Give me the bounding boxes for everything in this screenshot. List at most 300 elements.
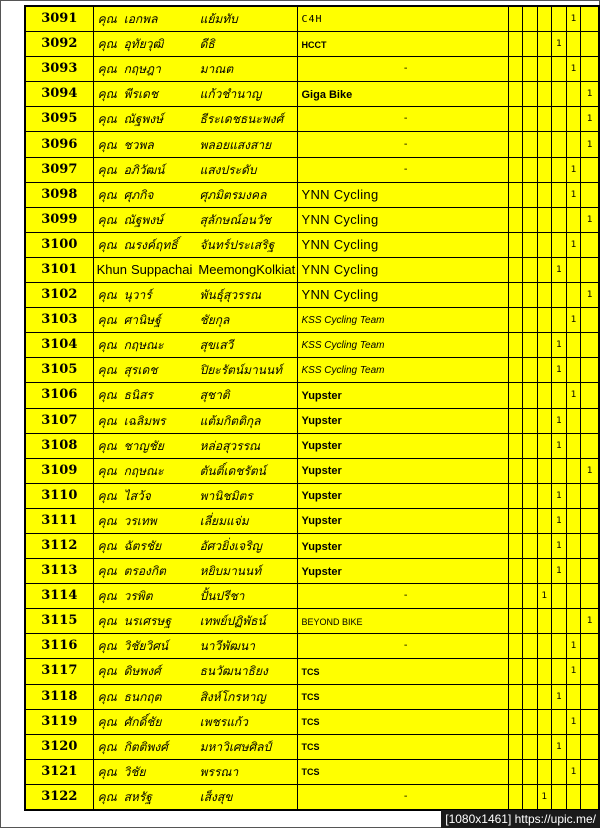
table-row	[25, 709, 599, 734]
name-prefix: คุณ	[97, 789, 117, 804]
category-mark	[581, 634, 599, 659]
rider-name-cell	[93, 408, 298, 433]
last-name: เทพย์ปฏิพัธน์	[199, 614, 266, 629]
category-mark	[523, 559, 537, 584]
name-prefix: คุณ	[97, 187, 117, 202]
category-mark	[508, 107, 522, 132]
category-mark	[523, 609, 537, 634]
name-prefix: คุณ	[97, 689, 117, 704]
table-row	[25, 533, 599, 558]
category-mark	[537, 734, 552, 759]
category-mark	[508, 584, 522, 609]
category-mark: 1	[566, 709, 581, 734]
category-mark	[581, 358, 599, 383]
category-mark	[552, 634, 567, 659]
name-prefix: คุณ	[97, 639, 117, 654]
rider-name-cell	[93, 308, 298, 333]
category-mark	[552, 232, 567, 257]
table-row	[25, 659, 599, 684]
category-mark	[508, 383, 522, 408]
bib-number: 3115	[25, 609, 93, 634]
category-mark	[523, 82, 537, 107]
bib-number: 3107	[25, 408, 93, 433]
category-mark	[566, 458, 581, 483]
table-row	[25, 308, 599, 333]
rider-name-cell	[93, 107, 298, 132]
team-name: -	[403, 640, 408, 652]
rider-name-cell	[93, 157, 298, 182]
category-mark	[508, 759, 522, 784]
name-prefix: Khun	[96, 261, 127, 277]
category-mark: 1	[552, 508, 567, 533]
name-prefix: คุณ	[97, 764, 117, 779]
last-name: สิงห์โกรหาญ	[199, 689, 266, 704]
table-row	[25, 734, 599, 759]
category-mark	[508, 784, 522, 810]
team-cell	[298, 32, 508, 57]
bib-number: 3093	[25, 57, 93, 82]
team-name: -	[403, 63, 408, 75]
table-row	[25, 283, 599, 308]
team-name: KSS Cycling Team	[301, 365, 385, 377]
team-cell	[298, 257, 508, 282]
category-mark: 1	[581, 207, 599, 232]
team-cell	[298, 333, 508, 358]
category-mark	[552, 784, 567, 810]
team-name: Yupster	[301, 389, 342, 402]
category-mark	[566, 433, 581, 458]
category-mark	[508, 257, 522, 282]
last-name: สุลักษณ์อนวัช	[199, 212, 271, 227]
category-mark	[523, 333, 537, 358]
first-name: ธนิสร	[123, 388, 153, 403]
name-prefix: คุณ	[97, 137, 117, 152]
last-name: มหาวิเศษศิลป์	[199, 739, 272, 754]
team-cell	[298, 483, 508, 508]
name-prefix: คุณ	[97, 12, 117, 27]
last-name: อัศวยิ่งเจริญ	[199, 539, 262, 554]
bib-number: 3108	[25, 433, 93, 458]
last-name: แต้มกิตติกุล	[199, 413, 261, 428]
team-name: YNN Cycling	[301, 211, 379, 227]
category-mark: 1	[552, 684, 567, 709]
last-name: แก้วชำนาญ	[199, 87, 262, 102]
first-name: ดิษพงศ์	[123, 664, 161, 679]
name-prefix: คุณ	[97, 438, 117, 453]
team-name: Yupster	[301, 465, 342, 478]
category-mark	[552, 308, 567, 333]
category-mark	[537, 308, 552, 333]
bib-number: 3117	[25, 659, 93, 684]
name-prefix: คุณ	[97, 488, 117, 503]
rider-name-cell	[93, 483, 298, 508]
category-mark	[508, 283, 522, 308]
category-mark	[537, 157, 552, 182]
category-mark	[552, 283, 567, 308]
table-row	[25, 32, 599, 57]
category-mark: 1	[566, 232, 581, 257]
name-prefix: คุณ	[97, 87, 117, 102]
category-mark: 1	[566, 759, 581, 784]
category-mark	[523, 308, 537, 333]
category-mark	[523, 709, 537, 734]
team-name: -	[403, 113, 408, 125]
category-mark	[523, 6, 537, 32]
team-cell	[298, 508, 508, 533]
category-mark	[552, 759, 567, 784]
name-prefix: คุณ	[97, 589, 117, 604]
category-mark	[552, 57, 567, 82]
team-name: Yupster	[301, 540, 342, 553]
bib-number: 3095	[25, 107, 93, 132]
category-mark	[508, 559, 522, 584]
category-mark: 1	[581, 132, 599, 157]
first-name: ตรองกิต	[123, 564, 166, 579]
category-mark	[537, 82, 552, 107]
name-prefix: คุณ	[97, 388, 117, 403]
first-name: นรเศรษฐ	[123, 614, 171, 629]
category-mark: 1	[581, 107, 599, 132]
bib-number: 3102	[25, 283, 93, 308]
category-mark	[552, 609, 567, 634]
team-name: TCS	[301, 692, 320, 703]
rider-name-cell	[93, 508, 298, 533]
category-mark	[566, 684, 581, 709]
name-prefix: คุณ	[97, 338, 117, 353]
participant-rows	[25, 6, 599, 810]
team-name: TCS	[301, 666, 320, 677]
bib-number: 3105	[25, 358, 93, 383]
category-mark	[508, 6, 522, 32]
rider-name-cell	[93, 57, 298, 82]
last-name: ตันติ์เดชรัตน์	[199, 463, 266, 478]
category-mark: 1	[552, 333, 567, 358]
first-name: กิตติพงศ์	[123, 739, 168, 754]
team-name: KSS Cycling Team	[301, 340, 385, 352]
category-mark	[581, 533, 599, 558]
category-mark	[523, 232, 537, 257]
category-mark: 1	[566, 57, 581, 82]
category-mark	[552, 6, 567, 32]
category-mark	[508, 684, 522, 709]
name-prefix: คุณ	[97, 162, 117, 177]
category-mark	[508, 483, 522, 508]
category-mark	[523, 483, 537, 508]
category-mark	[537, 333, 552, 358]
bib-number: 3098	[25, 182, 93, 207]
category-mark	[508, 182, 522, 207]
bib-number: 3101	[25, 257, 93, 282]
team-cell	[298, 734, 508, 759]
last-name: หยิบมานนท์	[199, 564, 262, 579]
bib-number: 3120	[25, 734, 93, 759]
category-mark	[537, 759, 552, 784]
category-mark	[508, 157, 522, 182]
category-mark	[566, 609, 581, 634]
category-mark: 1	[552, 559, 567, 584]
table-row	[25, 157, 599, 182]
category-mark	[581, 308, 599, 333]
team-name: YNN Cycling	[301, 287, 379, 303]
bib-number: 3112	[25, 533, 93, 558]
last-name: ธนวัฒนาธิยง	[199, 664, 268, 679]
category-mark	[508, 308, 522, 333]
rider-name-cell	[93, 207, 298, 232]
category-mark	[566, 508, 581, 533]
category-mark	[566, 533, 581, 558]
team-name: Yupster	[301, 440, 342, 453]
category-mark	[508, 709, 522, 734]
team-name: Yupster	[301, 565, 342, 578]
last-name: มาณต	[199, 62, 234, 77]
first-name: พีรเดช	[123, 87, 158, 102]
last-name: พันธุ์สุวรรณ	[199, 288, 262, 303]
rider-name-cell	[93, 232, 298, 257]
first-name: อภิวัฒน์	[123, 162, 165, 177]
team-name: Yupster	[301, 490, 342, 503]
team-name: Yupster	[301, 415, 342, 428]
last-name: MeemongKolkiat	[198, 261, 296, 277]
category-mark	[523, 784, 537, 810]
bib-number: 3118	[25, 684, 93, 709]
first-name: อุทัยวุฒิ	[123, 37, 164, 52]
category-mark	[566, 784, 581, 810]
first-name: ณัฐพงษ์	[123, 112, 164, 127]
team-cell	[298, 107, 508, 132]
category-mark	[566, 333, 581, 358]
rider-name-cell	[93, 684, 298, 709]
category-mark	[537, 232, 552, 257]
name-prefix: คุณ	[97, 463, 117, 478]
rider-name-cell	[93, 559, 298, 584]
first-name: ไสว้จ	[123, 488, 151, 503]
rider-name-cell	[93, 333, 298, 358]
category-mark	[508, 609, 522, 634]
category-mark	[537, 659, 552, 684]
team-cell	[298, 283, 508, 308]
rider-name-cell	[93, 634, 298, 659]
first-name: ฉัตรชัย	[123, 539, 162, 554]
name-prefix: คุณ	[97, 112, 117, 127]
first-name: กฤษฎา	[123, 62, 161, 77]
last-name: จันทร์ประเสริฐ	[199, 237, 275, 252]
bib-number: 3096	[25, 132, 93, 157]
category-mark	[537, 383, 552, 408]
table-row	[25, 6, 599, 32]
bib-number: 3111	[25, 508, 93, 533]
category-mark: 1	[566, 659, 581, 684]
category-mark	[537, 283, 552, 308]
category-mark	[537, 207, 552, 232]
category-mark	[537, 684, 552, 709]
team-name: Giga Bike	[301, 88, 353, 101]
category-mark	[581, 157, 599, 182]
bib-number: 3116	[25, 634, 93, 659]
rider-name-cell	[93, 584, 298, 609]
team-name: KSS Cycling Team	[301, 315, 385, 327]
name-prefix: คุณ	[97, 288, 117, 303]
category-mark: 1	[581, 609, 599, 634]
category-mark	[581, 57, 599, 82]
table-row	[25, 358, 599, 383]
category-mark: 1	[552, 32, 567, 57]
last-name: เส็งสุข	[199, 789, 233, 804]
rider-name-cell	[93, 458, 298, 483]
category-mark	[537, 358, 552, 383]
table-row	[25, 433, 599, 458]
first-name: ศักดิ์ชัย	[123, 714, 162, 729]
name-prefix: คุณ	[97, 413, 117, 428]
category-mark	[552, 584, 567, 609]
team-cell	[298, 634, 508, 659]
category-mark	[537, 57, 552, 82]
category-mark	[552, 157, 567, 182]
last-name: ชัยกุล	[199, 313, 230, 328]
category-mark	[523, 684, 537, 709]
first-name: สุรเดช	[123, 363, 158, 378]
last-name: เลี่ยมแจ่ม	[199, 513, 249, 528]
rider-name-cell	[93, 609, 298, 634]
category-mark	[508, 333, 522, 358]
category-mark	[508, 82, 522, 107]
category-mark	[523, 383, 537, 408]
bib-number: 3092	[25, 32, 93, 57]
category-mark	[581, 508, 599, 533]
last-name: ศุภมิตรมงคล	[199, 187, 267, 202]
rider-name-cell	[93, 358, 298, 383]
category-mark	[552, 709, 567, 734]
first-name: วิชัยวิศน์	[123, 639, 169, 654]
last-name: หล่อสุวรรณ	[199, 438, 261, 453]
category-mark	[537, 408, 552, 433]
category-mark	[508, 659, 522, 684]
category-mark	[508, 232, 522, 257]
last-name: สุขเสวี	[199, 338, 234, 353]
team-cell	[298, 759, 508, 784]
team-name: TCS	[301, 717, 320, 728]
rider-name-cell	[93, 82, 298, 107]
category-mark: 1	[552, 433, 567, 458]
category-mark	[552, 107, 567, 132]
category-mark	[552, 458, 567, 483]
category-mark	[523, 734, 537, 759]
team-cell	[298, 709, 508, 734]
last-name: สุชาติ	[199, 388, 230, 403]
table-row	[25, 182, 599, 207]
last-name: แย้มทับ	[199, 12, 238, 27]
rider-name-cell	[93, 734, 298, 759]
category-mark: 1	[552, 358, 567, 383]
bib-number: 3121	[25, 759, 93, 784]
first-name: ศุภกิจ	[123, 187, 154, 202]
table-row	[25, 584, 599, 609]
rider-name-cell	[93, 709, 298, 734]
team-cell	[298, 132, 508, 157]
category-mark	[537, 32, 552, 57]
category-mark	[537, 433, 552, 458]
category-mark: 1	[566, 634, 581, 659]
category-mark	[537, 257, 552, 282]
last-name: แสงประดับ	[199, 162, 257, 177]
category-mark	[537, 458, 552, 483]
team-cell	[298, 157, 508, 182]
bib-number: 3094	[25, 82, 93, 107]
category-mark	[523, 257, 537, 282]
category-mark: 1	[581, 458, 599, 483]
last-name: ปั้นปรีชา	[199, 589, 245, 604]
category-mark	[523, 433, 537, 458]
name-prefix: คุณ	[97, 564, 117, 579]
category-mark	[581, 333, 599, 358]
first-name: ศานิษฐ์	[123, 313, 161, 328]
last-name: นาวีพัฒนา	[199, 639, 255, 654]
category-mark: 1	[581, 283, 599, 308]
category-mark	[508, 433, 522, 458]
last-name: พานิชมิตร	[199, 488, 253, 503]
category-mark	[537, 634, 552, 659]
category-mark	[523, 358, 537, 383]
team-cell	[298, 458, 508, 483]
category-mark	[523, 408, 537, 433]
table-row	[25, 408, 599, 433]
category-mark: 1	[566, 182, 581, 207]
rider-name-cell	[93, 32, 298, 57]
name-prefix: คุณ	[97, 37, 117, 52]
category-mark	[566, 257, 581, 282]
bib-number: 3109	[25, 458, 93, 483]
last-name: พรรณา	[199, 764, 239, 779]
name-prefix: คุณ	[97, 313, 117, 328]
table-row	[25, 634, 599, 659]
first-name: เอกพล	[123, 12, 158, 27]
category-mark	[581, 182, 599, 207]
category-mark: 1	[581, 82, 599, 107]
team-name: TCS	[301, 767, 320, 778]
category-mark	[566, 107, 581, 132]
category-mark	[552, 383, 567, 408]
rider-name-cell	[93, 533, 298, 558]
category-mark: 1	[566, 308, 581, 333]
name-prefix: คุณ	[97, 513, 117, 528]
category-mark	[537, 533, 552, 558]
category-mark	[523, 759, 537, 784]
last-name: เพชรแก้ว	[199, 714, 248, 729]
first-name: วรพิต	[123, 589, 153, 604]
last-name: ปิยะรัตน์มานนท์	[199, 363, 283, 378]
team-cell	[298, 358, 508, 383]
category-mark	[508, 132, 522, 157]
name-prefix: คุณ	[97, 237, 117, 252]
category-mark	[566, 358, 581, 383]
category-mark	[523, 107, 537, 132]
first-name: ชวพล	[123, 137, 154, 152]
category-mark: 1	[552, 257, 567, 282]
team-cell	[298, 659, 508, 684]
category-mark	[508, 458, 522, 483]
team-cell	[298, 784, 508, 810]
category-mark	[523, 32, 537, 57]
team-name: YNN Cycling	[301, 186, 379, 202]
team-cell	[298, 609, 508, 634]
last-name: พลอยแสงสาย	[199, 137, 272, 152]
category-mark	[523, 157, 537, 182]
table-row	[25, 483, 599, 508]
table-row	[25, 508, 599, 533]
category-mark	[537, 132, 552, 157]
category-mark	[566, 584, 581, 609]
name-prefix: คุณ	[97, 539, 117, 554]
category-mark	[523, 533, 537, 558]
